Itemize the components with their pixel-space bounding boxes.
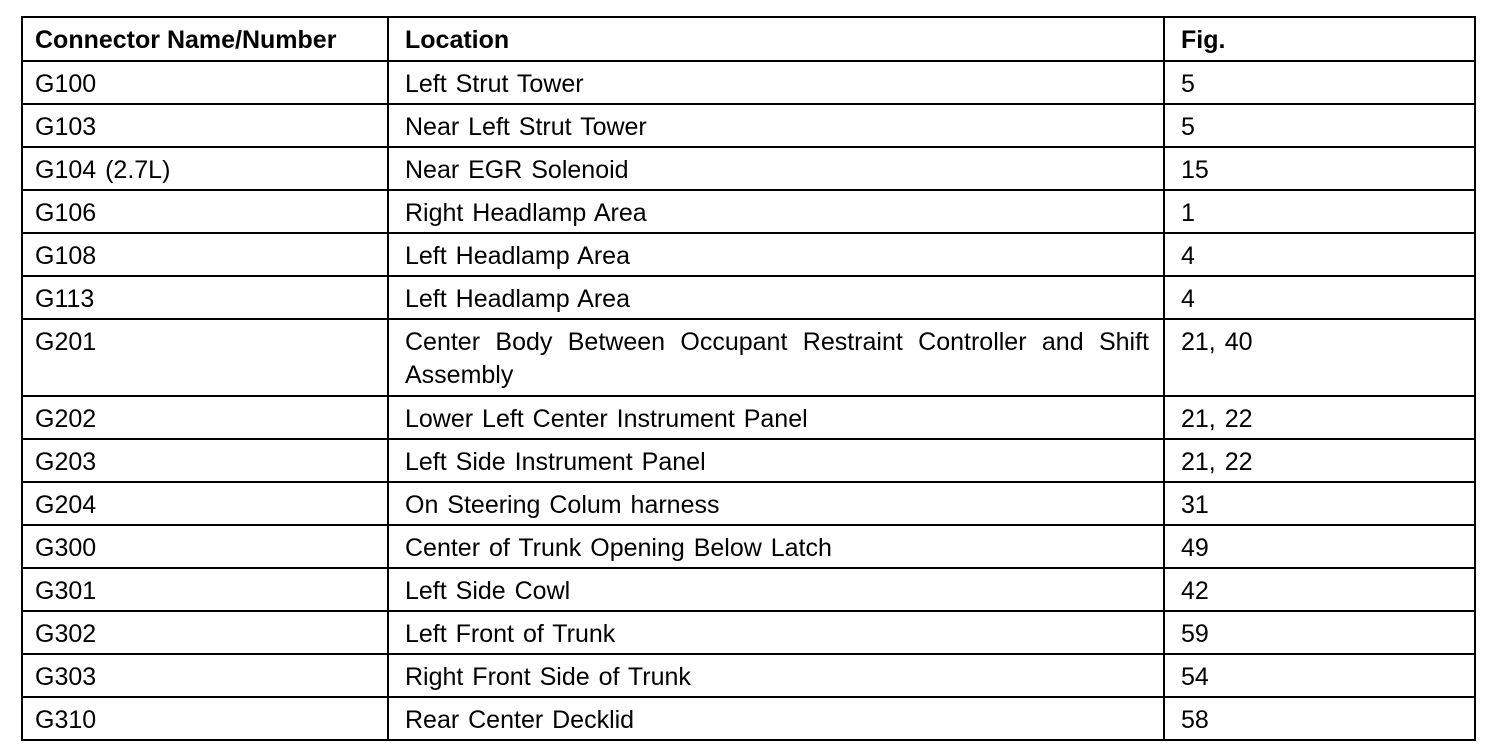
header-fig: Fig. [1164, 17, 1475, 61]
cell-location: Rear Center Decklid [388, 697, 1164, 740]
cell-fig: 59 [1164, 611, 1475, 654]
cell-location: Left Headlamp Area [388, 276, 1164, 319]
cell-location: Left Side Cowl [388, 568, 1164, 611]
cell-fig: 4 [1164, 233, 1475, 276]
cell-fig: 49 [1164, 525, 1475, 568]
header-location: Location [388, 17, 1164, 61]
cell-location: Near EGR Solenoid [388, 147, 1164, 190]
cell-fig: 31 [1164, 482, 1475, 525]
cell-fig: 1 [1164, 190, 1475, 233]
cell-connector: G104 (2.7L) [22, 147, 388, 190]
cell-connector: G301 [22, 568, 388, 611]
cell-location: Right Front Side of Trunk [388, 654, 1164, 697]
cell-location: Near Left Strut Tower [388, 104, 1164, 147]
connector-location-table [21, 16, 1476, 741]
table-row [22, 525, 1475, 568]
cell-fig: 58 [1164, 697, 1475, 740]
cell-connector: G108 [22, 233, 388, 276]
cell-connector: G300 [22, 525, 388, 568]
cell-location: Right Headlamp Area [388, 190, 1164, 233]
cell-fig: 21, 22 [1164, 439, 1475, 482]
table-row [22, 439, 1475, 482]
cell-connector: G302 [22, 611, 388, 654]
cell-connector: G203 [22, 439, 388, 482]
cell-connector: G204 [22, 482, 388, 525]
cell-connector: G201 [22, 319, 388, 396]
cell-connector: G310 [22, 697, 388, 740]
table-row [22, 568, 1475, 611]
cell-location: Left Front of Trunk [388, 611, 1164, 654]
cell-fig: 54 [1164, 654, 1475, 697]
cell-location: Lower Left Center Instrument Panel [388, 396, 1164, 439]
table-header-row [22, 17, 1475, 61]
cell-fig: 42 [1164, 568, 1475, 611]
table-row [22, 611, 1475, 654]
cell-location: Center Body Between Occupant Restraint Controller and Shift Assembly [388, 319, 1164, 396]
table-row [22, 276, 1475, 319]
table-row [22, 233, 1475, 276]
cell-location: Left Headlamp Area [388, 233, 1164, 276]
cell-connector: G303 [22, 654, 388, 697]
cell-fig: 15 [1164, 147, 1475, 190]
table-row [22, 147, 1475, 190]
cell-fig: 5 [1164, 61, 1475, 104]
cell-fig: 4 [1164, 276, 1475, 319]
cell-connector: G106 [22, 190, 388, 233]
header-connector: Connector Name/Number [22, 17, 388, 61]
table-row [22, 697, 1475, 740]
cell-fig: 21, 22 [1164, 396, 1475, 439]
table-row [22, 482, 1475, 525]
cell-connector: G202 [22, 396, 388, 439]
cell-location: Left Strut Tower [388, 61, 1164, 104]
cell-fig: 21, 40 [1164, 319, 1475, 396]
cell-connector: G100 [22, 61, 388, 104]
cell-location: Center of Trunk Opening Below Latch [388, 525, 1164, 568]
cell-location: On Steering Colum harness [388, 482, 1164, 525]
table-row [22, 396, 1475, 439]
table-row [22, 190, 1475, 233]
table-row [22, 654, 1475, 697]
cell-location: Left Side Instrument Panel [388, 439, 1164, 482]
table-row [22, 319, 1475, 396]
cell-connector: G113 [22, 276, 388, 319]
cell-connector: G103 [22, 104, 388, 147]
cell-fig: 5 [1164, 104, 1475, 147]
table-row [22, 61, 1475, 104]
table-row [22, 104, 1475, 147]
